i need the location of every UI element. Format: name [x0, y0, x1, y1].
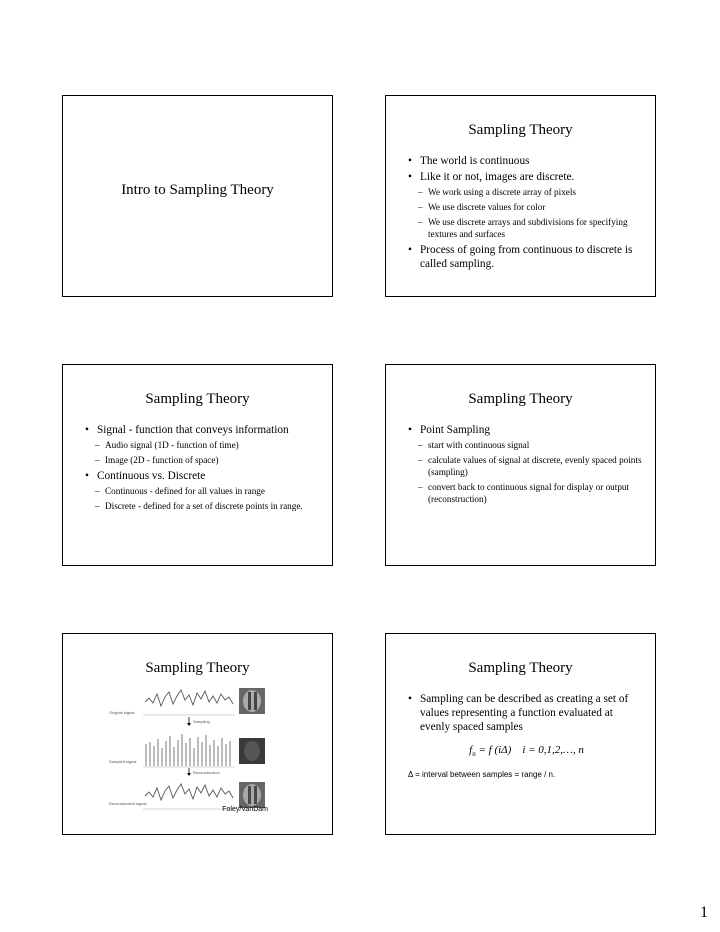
- slide-body: [408, 423, 645, 508]
- sub-bullet: – start with continuous signal: [418, 440, 530, 450]
- sub-bullet: – convert back to continuous signal for display or output (reconstruction): [418, 482, 630, 504]
- sub-bullet-text: convert back to continuous signal for display or output (reconstruction): [428, 482, 630, 504]
- slide-3: [62, 364, 333, 566]
- sub-bullet: – Image (2D - function of space): [95, 455, 219, 465]
- bullet: • Point Sampling: [408, 423, 645, 437]
- sub-bullet: – We work using a discrete array of pixels: [418, 187, 576, 197]
- sub-bullet-text: start with continuous signal: [428, 440, 530, 450]
- sampled-signal-bars: [145, 734, 231, 766]
- slide-body: [85, 423, 322, 515]
- label-sampling: Sampling: [193, 719, 210, 724]
- original-signal-curve: [145, 690, 233, 706]
- sub-bullet-text: calculate values of signal at discrete, evenly spaced points (sampling): [428, 455, 642, 477]
- reconstructed-signal-curve: [145, 784, 233, 800]
- sub-bullet-text: We use discrete values for color: [428, 202, 546, 212]
- bullet: • Sampling can be described as creating a set of values representing a function evaluated at evenly spaced samples: [408, 692, 645, 734]
- bullet: • Signal - function that conveys information: [85, 423, 322, 437]
- formula-subscript: n: [472, 750, 476, 759]
- sampled-image-thumb: [239, 738, 265, 764]
- sub-bullet: – We use discrete arrays and subdivisions for specifying textures and surfaces: [418, 217, 628, 239]
- arrowhead: [187, 723, 191, 726]
- sub-bullet-text: We work using a discrete array of pixels: [428, 187, 576, 197]
- slide-title: Intro to Sampling Theory: [121, 182, 274, 198]
- slide-body: [408, 692, 645, 779]
- sub-bullet-text: Audio signal (1D - function of time): [105, 440, 239, 450]
- slide-2: [385, 95, 656, 297]
- arrowhead: [187, 773, 191, 776]
- sub-bullet: – Audio signal (1D - function of time): [95, 440, 239, 450]
- sampling-figure: [63, 684, 333, 834]
- sampling-formula: [408, 744, 645, 758]
- sub-bullet: – calculate values of signal at discrete, evenly spaced points (sampling): [418, 455, 642, 477]
- slide-1: [62, 95, 333, 297]
- slide-title: Sampling Theory: [468, 660, 573, 676]
- slide-title: Sampling Theory: [468, 122, 573, 138]
- sub-bullet: – Discrete - defined for a set of discrete points in range.: [95, 501, 303, 511]
- slide-title: Sampling Theory: [468, 391, 573, 407]
- bullet: • Process of going from continuous to discrete is called sampling.: [408, 243, 645, 271]
- sub-bullet-text: Continuous - defined for all values in range: [105, 486, 265, 496]
- bullet: • Like it or not, images are discrete.: [408, 170, 645, 184]
- slide-title: Sampling Theory: [145, 660, 250, 676]
- bullet: • Continuous vs. Discrete: [85, 469, 322, 483]
- formula-body: = f (iΔ): [475, 744, 512, 756]
- sub-bullet: – We use discrete values for color: [418, 202, 546, 212]
- figure-caption: Foley/VanDam: [222, 806, 268, 813]
- sub-bullet: – Continuous - defined for all values in range: [95, 486, 265, 496]
- formula-index: i = 0,1,2,…, n: [522, 744, 584, 756]
- sub-bullet-text: Image (2D - function of space): [105, 455, 219, 465]
- formula-f: f: [469, 744, 473, 756]
- label-reconstructed-signal: Reconstructed signal: [109, 801, 147, 806]
- label-original-signal: Original signal: [109, 710, 135, 715]
- slide-title: Sampling Theory: [145, 391, 250, 407]
- slide-body: [408, 154, 645, 273]
- label-reconstruction: Reconstruction: [193, 770, 220, 775]
- original-image-thumb: [239, 688, 265, 714]
- slide-4: [385, 364, 656, 566]
- page-number: 1: [700, 904, 708, 921]
- slide-5: [62, 633, 333, 835]
- label-sampled-signal: Sampled signal: [109, 759, 137, 764]
- sub-bullet-text: Discrete - defined for a set of discrete points in range.: [105, 501, 303, 511]
- slide-6: [385, 633, 656, 835]
- reconstructed-image-thumb: [239, 782, 265, 808]
- interval-note: Δ = interval between samples = range / n.: [408, 770, 556, 780]
- bullet: • The world is continuous: [408, 154, 645, 168]
- sub-bullet-text: We use discrete arrays and subdivisions for specifying textures and surfaces: [428, 217, 628, 239]
